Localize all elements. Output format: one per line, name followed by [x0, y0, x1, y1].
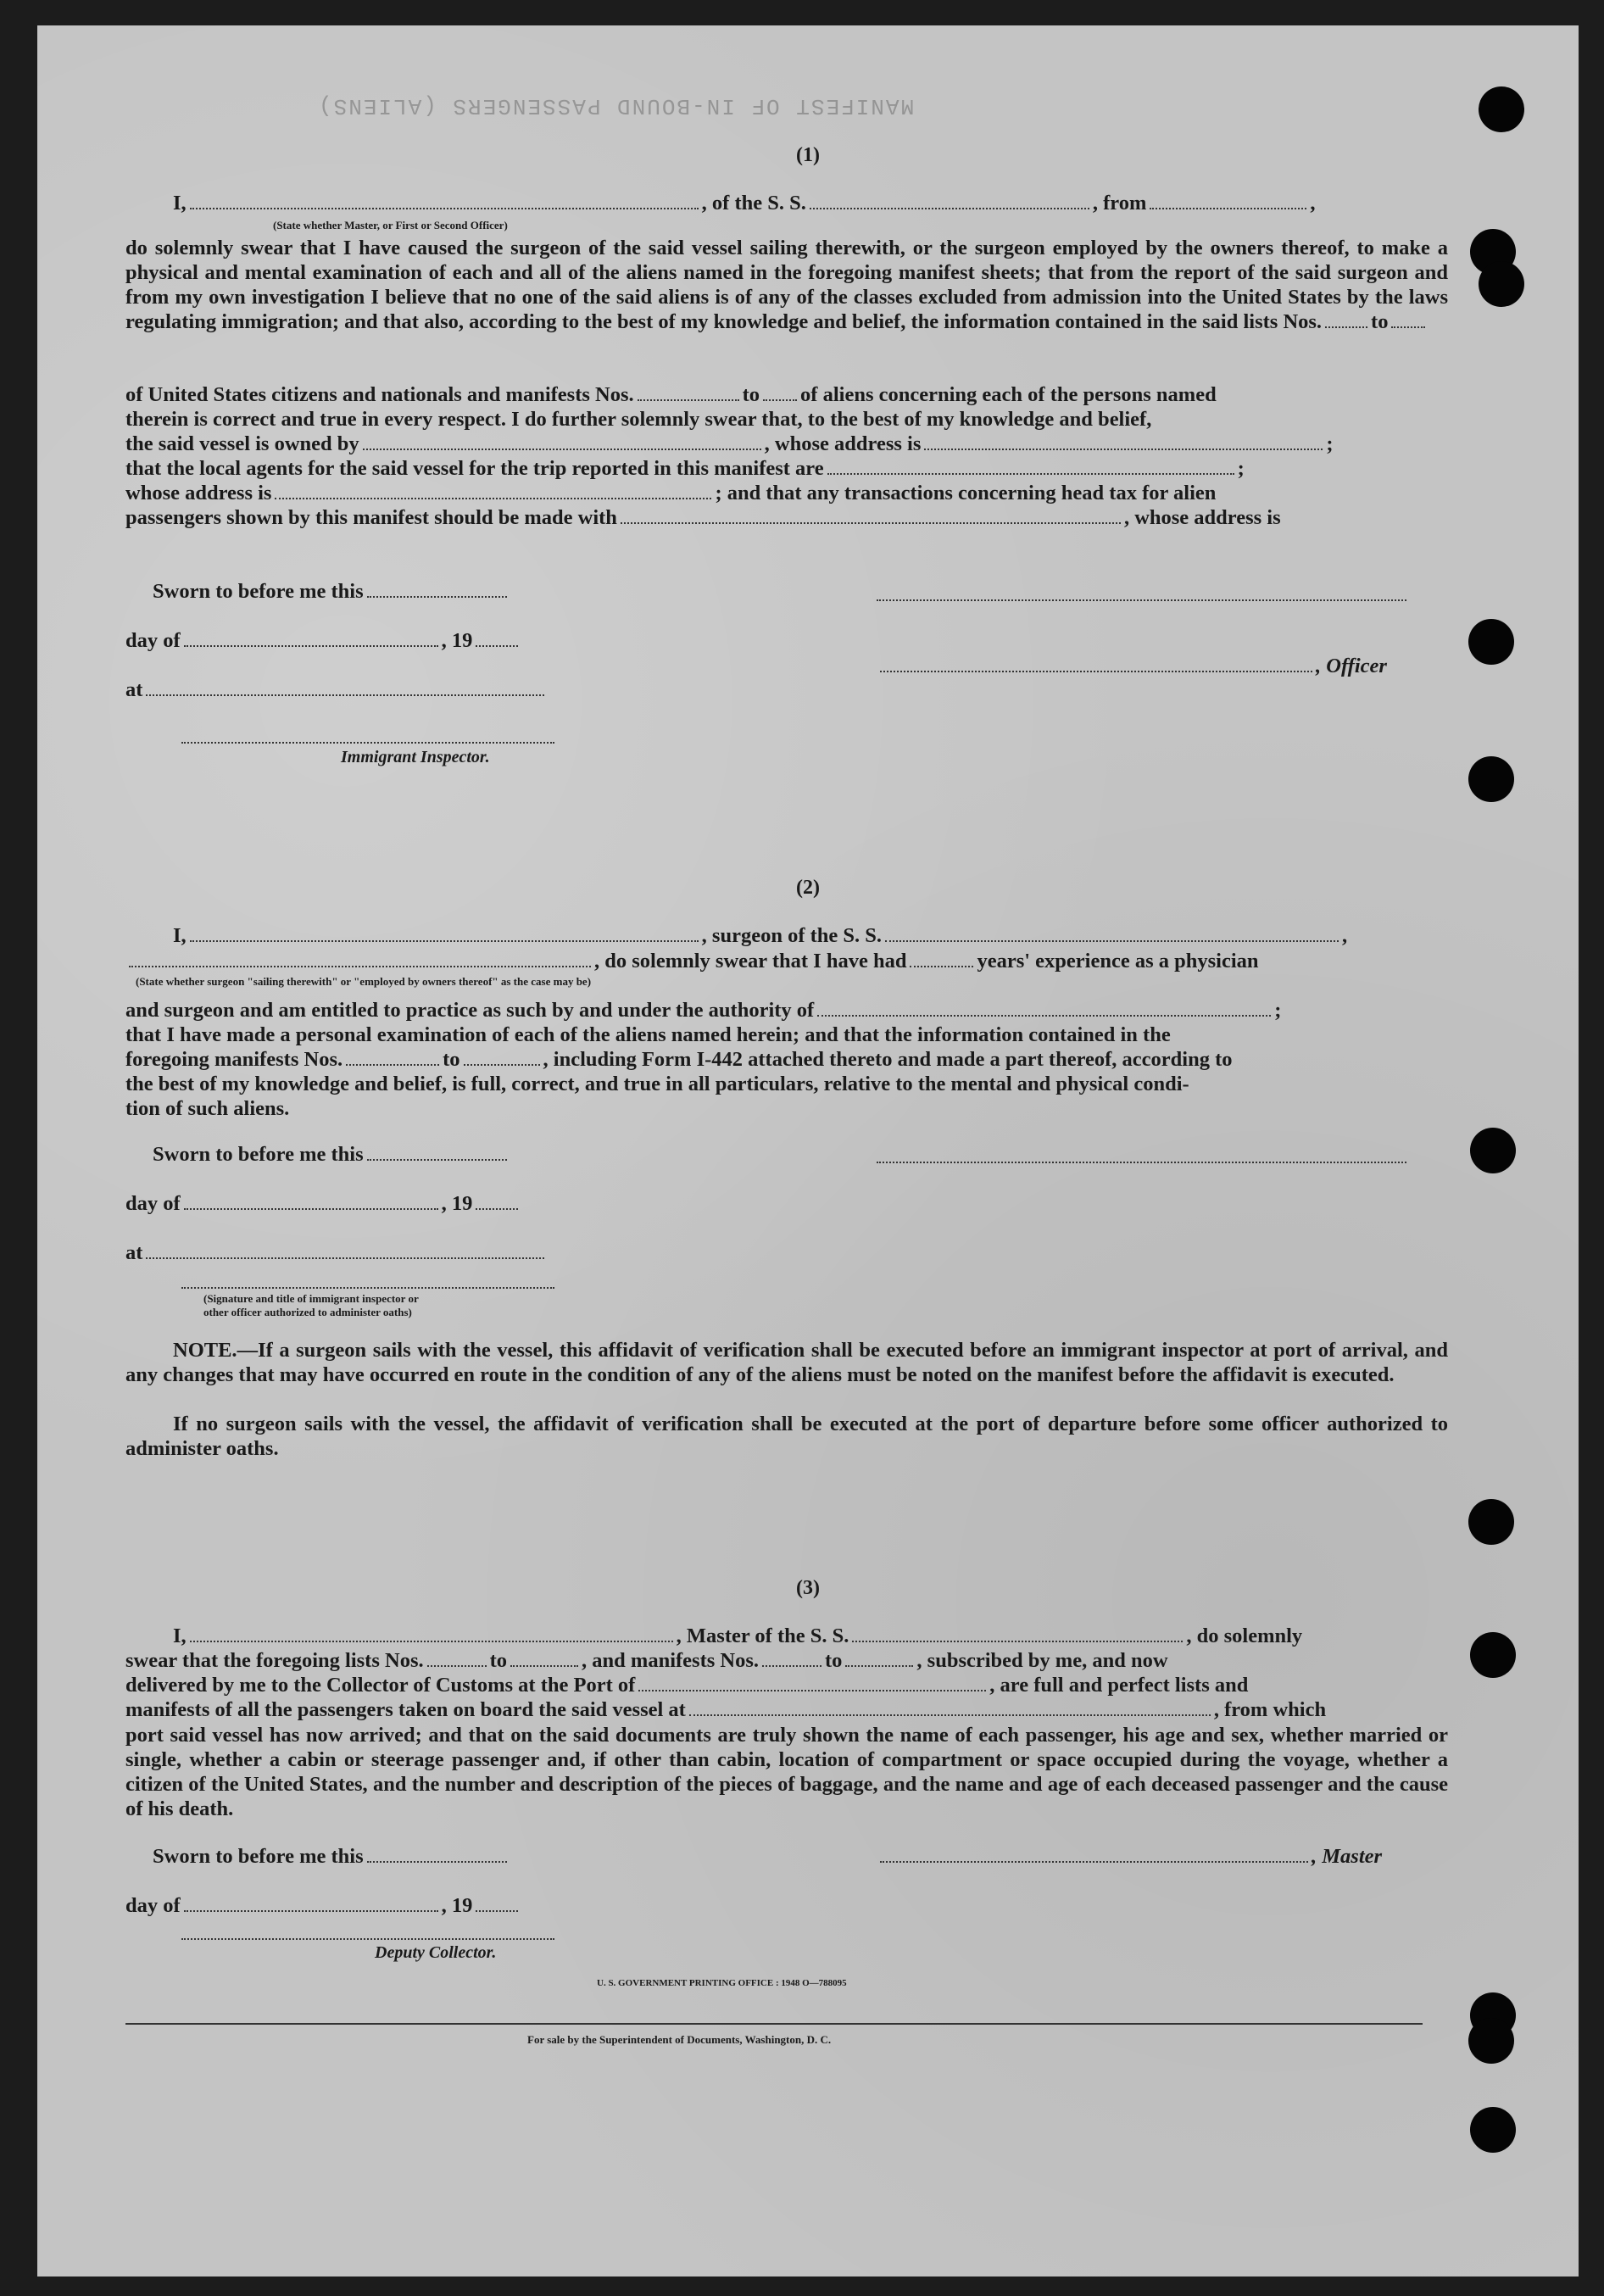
punch-hole: [1468, 756, 1514, 802]
section-2-caption: (State whether surgeon "sailing therewith" or "employed by owners thereof" as the case may be): [136, 975, 592, 988]
punch-hole: [1468, 619, 1514, 665]
section-3-day: day of , 19: [125, 1894, 521, 1918]
deputy-collector-label: Deputy Collector.: [375, 1943, 497, 1962]
punch-hole: [1470, 2107, 1516, 2153]
section-1-address-line: whose address is ; and that any transactions concerning head tax for alien: [125, 482, 1217, 504]
section-2-line-1: I, , surgeon of the S. S. ,: [173, 924, 1348, 947]
section-2-sworn: Sworn to before me this: [153, 1143, 510, 1167]
section-1-caption: (State whether Master, or First or Second Officer): [273, 219, 508, 231]
punch-hole: [1479, 261, 1524, 307]
punch-hole: [1470, 1632, 1516, 1678]
section-1-citizens-line: of United States citizens and nationals and manifests Nos. to of aliens concerning each of the persons named: [125, 383, 1217, 406]
immigrant-inspector-label: Immigrant Inspector.: [341, 748, 490, 766]
section-2-inspector-line: [181, 1287, 554, 1289]
section-1-passengers-line: passengers shown by this manifest should be made with , whose address is: [125, 506, 1281, 529]
section-2-practice-line: and surgeon and am entitled to practice as such by and under the authority of ;: [125, 999, 1282, 1022]
section-2-sig-caption-2: other officer authorized to administer oaths): [203, 1306, 412, 1318]
punch-hole: [1468, 2018, 1514, 2064]
section-2-best-line: the best of my knowledge and belief, is full, correct, and true in all particulars, relative to the mental and physical condi-: [125, 1073, 1189, 1095]
section-3-delivered-line: delivered by me to the Collector of Customs at the Port of , are full and perfect lists and: [125, 1674, 1249, 1697]
section-3-line-1: I, , Master of the S. S. , do solemnly: [173, 1624, 1303, 1647]
section-1-body: do solemnly swear that I have caused the surgeon of the said vessel sailing therewith, or the surgeon employed by the owners thereof, to make a physical and mental examination of each and all of the aliens named in the foregoing manifest sheets; that from the report of the said surgeon and from my own investigation I believe that no one of the said aliens is of any of the classes excluded from admission into the United States by the laws regulating immigration; and that also, according to the best of my knowledge and belief, the information contained in the said lists Nos. to: [125, 237, 1448, 333]
punch-hole: [1470, 1128, 1516, 1173]
section-2-examination-line: that I have made a personal examination of each of the aliens named herein; and that the information contained in the: [125, 1023, 1171, 1046]
section-2-note-2: If no surgeon sails with the vessel, the affidavit of verification shall be executed at the port of departure before some officer authorized to administer oaths.: [125, 1413, 1448, 1460]
section-2-line-2: , do solemnly swear that I have had years' experience as a physician: [125, 950, 1259, 973]
footer-rule: [125, 2023, 1423, 2025]
section-2-tion-line: tion of such aliens.: [125, 1097, 290, 1120]
manifest-page: [37, 25, 1579, 2276]
deputy-collector-line: [181, 1938, 554, 1940]
section-1-at: at: [125, 678, 548, 702]
section-3-sworn: Sworn to before me this: [153, 1845, 510, 1869]
section-3-swear-line: swear that the foregoing lists Nos. to , and manifests Nos. to , subscribed by me, and now: [125, 1649, 1168, 1672]
section-1-owned-line: the said vessel is owned by , whose address is ;: [125, 432, 1334, 455]
section-3-manifests-line: manifests of all the passengers taken on board the said vessel at , from which: [125, 1698, 1327, 1721]
punch-hole: [1479, 86, 1524, 132]
section-3-number: (3): [796, 1577, 820, 1599]
inspector-signature-line: [181, 742, 554, 744]
section-1-sworn: Sworn to before me this: [153, 580, 510, 604]
section-2-note: NOTE.—If a surgeon sails with the vessel, this affidavit of verification shall be executed before an immigrant inspector at port of arrival, and any changes that may have occurred en route in the condition of any of the aliens must be noted on the manifest before the affidavit is executed.: [125, 1339, 1448, 1386]
section-2-signature-line: [877, 1162, 1406, 1163]
section-1-agents-line: that the local agents for the said vessel for the trip reported in this manifest are ;: [125, 457, 1245, 480]
sale-notice: For sale by the Superintendent of Documents, Washington, D. C.: [527, 2033, 832, 2046]
section-2-sig-caption-1: (Signature and title of immigrant inspector or: [203, 1292, 419, 1305]
section-3-body: port said vessel has now arrived; and that on the said documents are truly shown the name of each passenger, his age and sex, whether married or single, whether a cabin or steerage passenger and, if other than cabin, location of compartment or space occupied during the voyage, whether a citizen of the United States, and the number and description of the pieces of baggage, and the name and age of each deceased passenger and the cause of his death.: [125, 1724, 1448, 1820]
section-1-correct-line: therein is correct and true in every respect. I do further solemnly swear that, to the best of my knowledge and belief,: [125, 408, 1152, 431]
bleed-through-header: MANIFEST OF IN-BOUND PASSENGERS (ALIENS): [317, 93, 915, 119]
section-3-master-line: , Master: [877, 1845, 1382, 1869]
officer-signature-line: [877, 599, 1406, 601]
section-1-line-1: I, , of the S. S. , from ,: [173, 192, 1316, 215]
section-1-day: day of , 19: [125, 629, 521, 653]
section-1-officer-line: , Officer: [877, 655, 1387, 678]
section-2-day: day of , 19: [125, 1192, 521, 1216]
section-2-at: at: [125, 1241, 548, 1265]
section-2-number: (2): [796, 877, 820, 899]
section-1-number: (1): [796, 144, 820, 166]
section-2-foregoing-line: foregoing manifests Nos. to , including Form I-442 attached thereto and made a part thereof, according to: [125, 1048, 1233, 1071]
punch-hole: [1468, 1499, 1514, 1545]
gpo-imprint: U. S. GOVERNMENT PRINTING OFFICE : 1948 O—788095: [597, 1978, 847, 1988]
